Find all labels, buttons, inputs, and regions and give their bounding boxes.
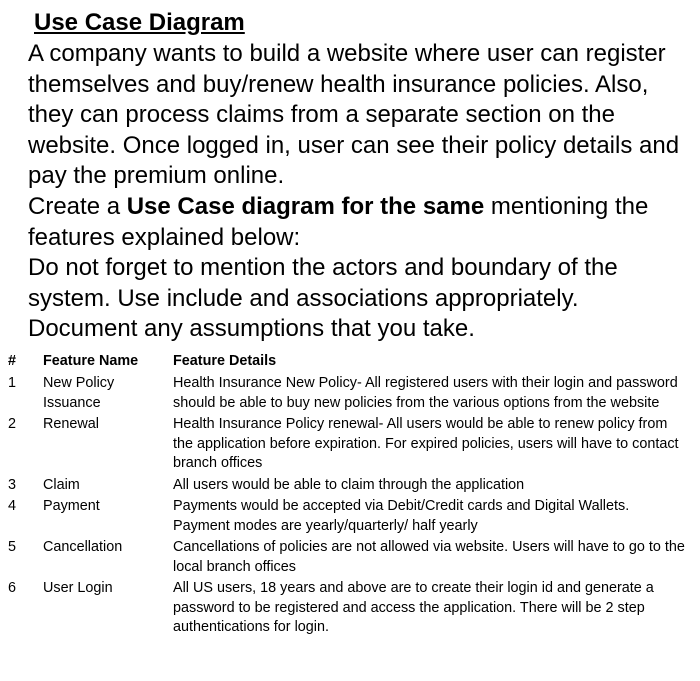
task-text-end: mentioning the features explained below:	[28, 192, 649, 251]
task-text-start: Create a	[28, 192, 127, 220]
row-feature-details: Health Insurance Policy renewal- All users would be able to renew policy from the application before expiration. For expired policies, users will have to contact branch offices	[173, 416, 679, 471]
table-row	[8, 538, 688, 579]
table-row	[8, 497, 688, 538]
table-row	[8, 476, 688, 498]
feature-table	[8, 352, 688, 640]
row-number: 6	[8, 580, 17, 596]
row-number: 3	[8, 476, 17, 493]
task-text-bold: Use Case diagram for the same	[126, 192, 485, 220]
intro-paragraph-scenario: A company wants to build a website where user can register themselves and buy/renew health insurance policies. Also, they can process claims from a separate section on the website. Once logged in, user can see their policy details and pay the premium online.	[28, 40, 680, 190]
intro-paragraph-instructions: Do not forget to mention the actors and boundary of the system. Use include and associations appropriately.	[28, 254, 618, 312]
row-feature-details: All US users, 18 years and above are to create their login id and generate a password to be registered and access the application. There will be 2 step authentications for login.	[173, 580, 654, 635]
header-number: #	[8, 353, 17, 369]
row-feature-name: Cancellation	[43, 539, 123, 555]
row-feature-details: Payments would be accepted via Debit/Credit cards and Digital Wallets. Payment modes are yearly/quarterly/ half yearly	[173, 498, 630, 534]
row-number: 1	[8, 375, 17, 391]
table-header-row	[8, 352, 688, 374]
header-feature-name: Feature Name	[43, 353, 139, 369]
intro-paragraph-assumptions: Document any assumptions that you take.	[28, 315, 475, 343]
row-feature-name: Claim	[43, 476, 80, 493]
row-feature-details: Cancellations of policies are not allowed via website. Users will have to go to the local branch offices	[173, 539, 685, 575]
row-feature-name: Payment	[43, 498, 100, 514]
intro-paragraph-task	[28, 192, 698, 253]
row-feature-details: Health Insurance New Policy- All registered users with their login and password should be able to buy new policies from the various options from the website	[173, 375, 678, 411]
table-row	[8, 415, 688, 476]
row-number: 4	[8, 498, 17, 514]
row-feature-name: User Login	[43, 580, 113, 596]
table-row	[8, 374, 688, 415]
row-feature-name: Renewal	[43, 416, 99, 432]
intro-text	[28, 39, 698, 345]
row-number: 2	[8, 416, 17, 432]
header-feature-details: Feature Details	[173, 353, 277, 369]
row-feature-details: All users would be able to claim through the application	[173, 476, 525, 493]
table-row	[8, 579, 688, 640]
row-feature-name: New Policy Issuance	[43, 375, 115, 411]
row-number: 5	[8, 539, 17, 555]
page-title: Use Case Diagram	[34, 9, 245, 36]
